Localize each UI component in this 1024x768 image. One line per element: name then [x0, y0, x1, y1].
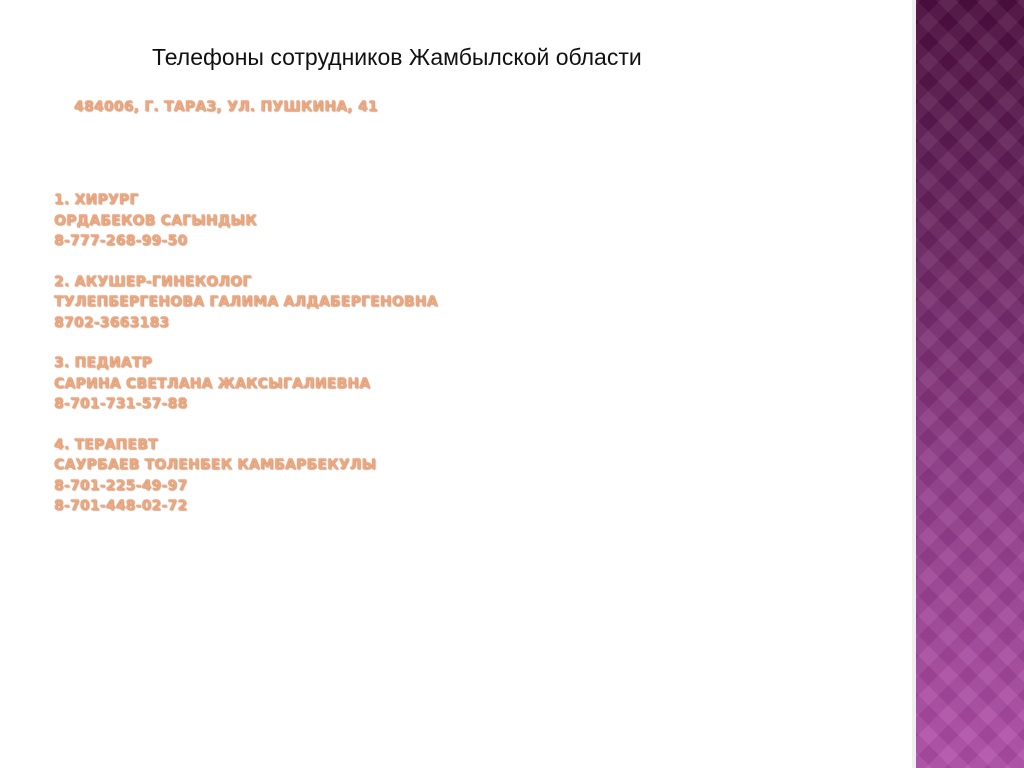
- contact-list: [54, 190, 438, 537]
- contact-entry-obstetrician: [54, 272, 438, 334]
- contact-phone: 8-701-225-49-97: [54, 477, 188, 494]
- contact-phone: 8-701-731-57-88: [54, 396, 188, 412]
- contact-role: 4. ТЕРАПЕВТ: [54, 436, 158, 453]
- address-line: 484006, Г. ТАРАЗ, УЛ. ПУШКИНА, 41: [74, 99, 378, 115]
- contact-phone: 8-777-268-99-50: [54, 233, 188, 249]
- contact-entry-surgeon: [54, 190, 438, 252]
- contact-role: 3. ПЕДИАТР: [54, 355, 153, 371]
- slide-title: Телефоны сотрудников Жамбылской области: [152, 44, 642, 70]
- decorative-side-panel: [912, 0, 1024, 768]
- contact-name: ТУЛЕПБЕРГЕНОВА ГАЛИМА АЛДАБЕРГЕНОВНА: [54, 294, 438, 310]
- contact-phone: 8-701-448-02-72: [54, 498, 188, 514]
- contact-entry-pediatrician: [54, 353, 438, 415]
- contact-role: 1. ХИРУРГ: [54, 192, 139, 208]
- contact-name: САУРБАЕВ ТОЛЕНБЕК КАМБАРБЕКУЛЫ: [54, 457, 377, 473]
- contact-name: ОРДАБЕКОВ САГЫНДЫК: [54, 212, 257, 229]
- contact-name: САРИНА СВЕТЛАНА ЖАКСЫГАЛИЕВНА: [54, 375, 371, 392]
- contact-entry-therapist: [54, 435, 438, 517]
- contact-phone: 8702-3663183: [54, 314, 170, 331]
- contact-role: 2. АКУШЕР-ГИНЕКОЛОГ: [54, 273, 252, 290]
